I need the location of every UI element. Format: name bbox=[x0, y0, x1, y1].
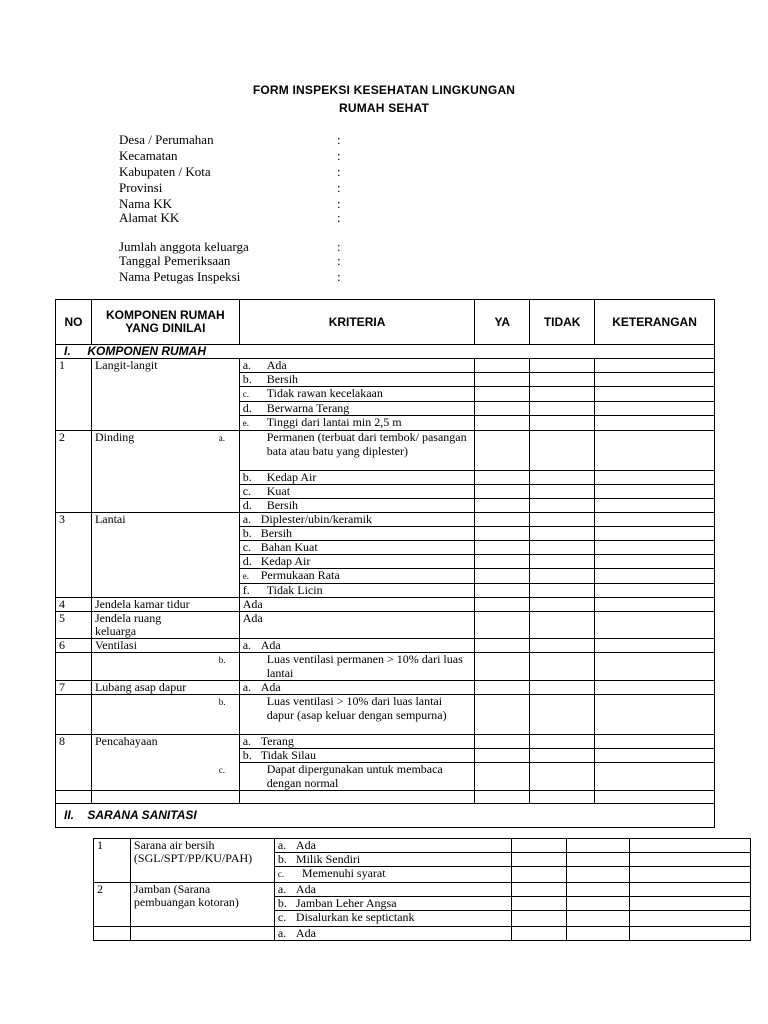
criteria-item: d. Berwarna Terang bbox=[239, 402, 475, 416]
tidak-cell[interactable] bbox=[530, 402, 595, 416]
ya-cell[interactable] bbox=[475, 527, 530, 541]
table-row bbox=[56, 513, 715, 527]
tidak-cell[interactable] bbox=[530, 513, 595, 527]
keterangan-cell[interactable] bbox=[595, 373, 715, 387]
keterangan-cell[interactable] bbox=[595, 416, 715, 431]
ya-cell[interactable] bbox=[475, 359, 530, 373]
keterangan-cell[interactable] bbox=[595, 541, 715, 555]
ya-cell[interactable] bbox=[475, 584, 530, 598]
criteria-item: c. Memenuhi syarat bbox=[274, 867, 511, 883]
ya-cell[interactable] bbox=[511, 927, 567, 941]
component-name: Jendela ruang keluarga bbox=[91, 612, 239, 639]
table-row-empty bbox=[56, 791, 715, 804]
row-number: 6 bbox=[56, 639, 92, 653]
tidak-cell[interactable] bbox=[530, 431, 595, 471]
component-name: Pencahayaan bbox=[91, 735, 239, 791]
keterangan-cell[interactable] bbox=[595, 612, 715, 639]
header-tidak: TIDAK bbox=[530, 300, 595, 345]
table-row bbox=[56, 653, 715, 681]
keterangan-cell[interactable] bbox=[595, 359, 715, 373]
ya-cell[interactable] bbox=[475, 598, 530, 612]
keterangan-cell[interactable] bbox=[595, 639, 715, 653]
form-title: FORM INSPEKSI KESEHATAN LINGKUNGAN bbox=[252, 83, 516, 97]
component-name: Ventilasi bbox=[91, 639, 239, 653]
header-kriteria: KRITERIA bbox=[239, 300, 475, 345]
table-header bbox=[56, 300, 715, 345]
ya-cell[interactable] bbox=[475, 763, 530, 791]
keterangan-cell[interactable] bbox=[630, 883, 751, 897]
criteria-item: a. Ada bbox=[274, 839, 511, 853]
ya-cell[interactable] bbox=[475, 513, 530, 527]
keterangan-cell[interactable] bbox=[595, 749, 715, 763]
keterangan-cell[interactable] bbox=[595, 598, 715, 612]
section-heading bbox=[56, 345, 715, 359]
keterangan-cell[interactable] bbox=[595, 527, 715, 541]
tidak-cell[interactable] bbox=[530, 639, 595, 653]
criteria-item: b. Milik Sendiri bbox=[274, 853, 511, 867]
keterangan-cell[interactable] bbox=[595, 485, 715, 499]
section-number: II. bbox=[64, 808, 75, 822]
ya-cell[interactable] bbox=[475, 612, 530, 639]
ya-cell[interactable] bbox=[475, 791, 530, 804]
keterangan-cell[interactable] bbox=[595, 387, 715, 402]
tidak-cell[interactable] bbox=[530, 527, 595, 541]
criteria-item: b. Bersih bbox=[239, 527, 475, 541]
criteria-item: b. Tidak Silau bbox=[239, 749, 475, 763]
table-row bbox=[56, 681, 715, 695]
criteria-item: b. Kedap Air bbox=[239, 471, 475, 485]
ya-cell[interactable] bbox=[475, 735, 530, 749]
keterangan-cell[interactable] bbox=[595, 402, 715, 416]
table-row bbox=[94, 839, 751, 853]
criteria-item: Ada bbox=[239, 598, 475, 612]
table-row bbox=[56, 359, 715, 373]
keterangan-cell[interactable] bbox=[595, 763, 715, 791]
keterangan-cell[interactable] bbox=[630, 927, 751, 941]
tidak-cell[interactable] bbox=[530, 541, 595, 555]
tidak-cell[interactable] bbox=[530, 749, 595, 763]
row-number: 1 bbox=[56, 359, 92, 431]
criteria-item: a. Ada bbox=[274, 927, 511, 941]
criteria-item: a. Diplester/ubin/keramik bbox=[239, 513, 475, 527]
tidak-cell[interactable] bbox=[530, 653, 595, 681]
criteria-item: f. Tidak Licin bbox=[239, 584, 475, 598]
tidak-cell[interactable] bbox=[530, 612, 595, 639]
tidak-cell[interactable] bbox=[530, 471, 595, 485]
ya-cell[interactable] bbox=[475, 639, 530, 653]
header-komponen: KOMPONEN RUMAH YANG DINILAI bbox=[91, 300, 239, 345]
tidak-cell[interactable] bbox=[530, 763, 595, 791]
component-name: Langit-langit bbox=[91, 359, 239, 431]
tidak-cell[interactable] bbox=[530, 387, 595, 402]
criteria-item: a. Ada bbox=[239, 681, 475, 695]
tidak-cell[interactable] bbox=[530, 791, 595, 804]
keterangan-cell[interactable] bbox=[595, 791, 715, 804]
tidak-cell[interactable] bbox=[530, 373, 595, 387]
criteria-item: b. Jamban Leher Angsa bbox=[274, 897, 511, 911]
tidak-cell[interactable] bbox=[530, 416, 595, 431]
ya-cell[interactable] bbox=[475, 471, 530, 485]
table-row bbox=[56, 431, 715, 471]
tidak-cell[interactable] bbox=[530, 695, 595, 735]
component-name: Jendela kamar tidur bbox=[91, 598, 239, 612]
ya-cell[interactable] bbox=[475, 695, 530, 735]
tidak-cell[interactable] bbox=[567, 839, 630, 853]
tidak-cell[interactable] bbox=[530, 569, 595, 584]
criteria-item: c. Bahan Kuat bbox=[239, 541, 475, 555]
table-row bbox=[56, 735, 715, 749]
keterangan-cell[interactable] bbox=[595, 653, 715, 681]
section-number: I. bbox=[64, 344, 71, 358]
ya-cell[interactable] bbox=[475, 569, 530, 584]
keterangan-cell[interactable] bbox=[595, 584, 715, 598]
criteria-item: b. Luas ventilasi permanen > 10% dari luas lantai bbox=[239, 653, 475, 681]
ya-cell[interactable] bbox=[511, 853, 567, 867]
keterangan-cell[interactable] bbox=[595, 695, 715, 735]
keterangan-cell[interactable] bbox=[595, 499, 715, 513]
tidak-cell[interactable] bbox=[567, 883, 630, 897]
keterangan-cell[interactable] bbox=[630, 853, 751, 867]
form-subtitle: RUMAH SEHAT bbox=[339, 101, 429, 115]
ya-cell[interactable] bbox=[475, 653, 530, 681]
tidak-cell[interactable] bbox=[530, 584, 595, 598]
tidak-cell[interactable] bbox=[530, 598, 595, 612]
criteria-item: c. Dapat dipergunakan untuk membaca dengan normal bbox=[239, 763, 475, 791]
ya-cell[interactable] bbox=[475, 499, 530, 513]
section-title: KOMPONEN RUMAH bbox=[87, 344, 207, 358]
criteria-item: e. Permukaan Rata bbox=[239, 569, 475, 584]
table-row bbox=[94, 883, 751, 897]
ya-cell[interactable] bbox=[475, 555, 530, 569]
tidak-cell[interactable] bbox=[567, 867, 630, 883]
row-number: 4 bbox=[56, 598, 92, 612]
ya-cell[interactable] bbox=[475, 681, 530, 695]
sanitation-table bbox=[93, 838, 751, 941]
keterangan-cell[interactable] bbox=[595, 681, 715, 695]
criteria-item: c. Disalurkan ke septictank bbox=[274, 911, 511, 927]
tidak-cell[interactable] bbox=[530, 735, 595, 749]
ya-cell[interactable] bbox=[475, 373, 530, 387]
ya-cell[interactable] bbox=[511, 911, 567, 927]
criteria-item: d. Kedap Air bbox=[239, 555, 475, 569]
section-heading bbox=[56, 804, 715, 828]
table-row bbox=[56, 695, 715, 735]
tidak-cell[interactable] bbox=[530, 555, 595, 569]
row-number: 5 bbox=[56, 612, 92, 639]
component-name: Lantai bbox=[91, 513, 239, 598]
row-number: 2 bbox=[56, 431, 92, 513]
ya-cell[interactable] bbox=[475, 431, 530, 471]
criteria-item: c. Kuat bbox=[239, 485, 475, 499]
keterangan-cell[interactable] bbox=[595, 431, 715, 471]
criteria-item: a. Permanen (terbuat dari tembok/ pasangan bata atau batu yang diplester) bbox=[239, 431, 475, 471]
keterangan-cell[interactable] bbox=[595, 569, 715, 584]
row-number: 1 bbox=[94, 839, 131, 883]
keterangan-cell[interactable] bbox=[595, 513, 715, 527]
table-row bbox=[56, 612, 715, 639]
ya-cell[interactable] bbox=[475, 541, 530, 555]
keterangan-cell[interactable] bbox=[595, 471, 715, 485]
component-name: Dinding bbox=[91, 431, 239, 513]
table-row bbox=[94, 927, 751, 941]
criteria-item: b. Luas ventilasi > 10% dari luas lantai dapur (asap keluar dengan sempurna) bbox=[239, 695, 475, 735]
ya-cell[interactable] bbox=[511, 839, 567, 853]
ya-cell[interactable] bbox=[475, 416, 530, 431]
keterangan-cell[interactable] bbox=[630, 911, 751, 927]
ya-cell[interactable] bbox=[475, 749, 530, 763]
component-name: Lubang asap dapur bbox=[91, 681, 239, 695]
component-name: Sarana air bersih (SGL/SPT/PP/KU/PAH) bbox=[130, 839, 274, 883]
criteria-item: Ada bbox=[239, 612, 475, 639]
inspection-table bbox=[55, 299, 715, 828]
criteria-item: e. Tinggi dari lantai min 2,5 m bbox=[239, 416, 475, 431]
ya-cell[interactable] bbox=[511, 883, 567, 897]
criteria-item: a. Ada bbox=[239, 639, 475, 653]
tidak-cell[interactable] bbox=[530, 681, 595, 695]
keterangan-cell[interactable] bbox=[630, 867, 751, 883]
header-no: NO bbox=[56, 300, 92, 345]
criteria-item: a. Ada bbox=[239, 359, 475, 373]
table-row bbox=[56, 639, 715, 653]
header-keterangan: KETERANGAN bbox=[595, 300, 715, 345]
row-number: 8 bbox=[56, 735, 92, 791]
ya-cell[interactable] bbox=[511, 867, 567, 883]
keterangan-cell[interactable] bbox=[595, 555, 715, 569]
criteria-item: a. Terang bbox=[239, 735, 475, 749]
row-number: 3 bbox=[56, 513, 92, 598]
ya-cell[interactable] bbox=[475, 485, 530, 499]
criteria-item: a. Ada bbox=[274, 883, 511, 897]
criteria-item: b. Bersih bbox=[239, 373, 475, 387]
keterangan-cell[interactable] bbox=[595, 735, 715, 749]
keterangan-cell[interactable] bbox=[630, 839, 751, 853]
row-number: 2 bbox=[94, 883, 131, 927]
ya-cell[interactable] bbox=[475, 387, 530, 402]
tidak-cell[interactable] bbox=[567, 897, 630, 911]
tidak-cell[interactable] bbox=[567, 927, 630, 941]
tidak-cell[interactable] bbox=[567, 853, 630, 867]
row-number: 7 bbox=[56, 681, 92, 695]
table-row bbox=[56, 598, 715, 612]
keterangan-cell[interactable] bbox=[630, 897, 751, 911]
component-name: Jamban (Sarana pembuangan kotoran) bbox=[130, 883, 274, 927]
tidak-cell[interactable] bbox=[567, 911, 630, 927]
tidak-cell[interactable] bbox=[530, 485, 595, 499]
header-ya: YA bbox=[475, 300, 530, 345]
criteria-item: d. Bersih bbox=[239, 499, 475, 513]
ya-cell[interactable] bbox=[511, 897, 567, 911]
section-title: SARANA SANITASI bbox=[87, 808, 197, 822]
criteria-item: c. Tidak rawan kecelakaan bbox=[239, 387, 475, 402]
tidak-cell[interactable] bbox=[530, 499, 595, 513]
tidak-cell[interactable] bbox=[530, 359, 595, 373]
ya-cell[interactable] bbox=[475, 402, 530, 416]
